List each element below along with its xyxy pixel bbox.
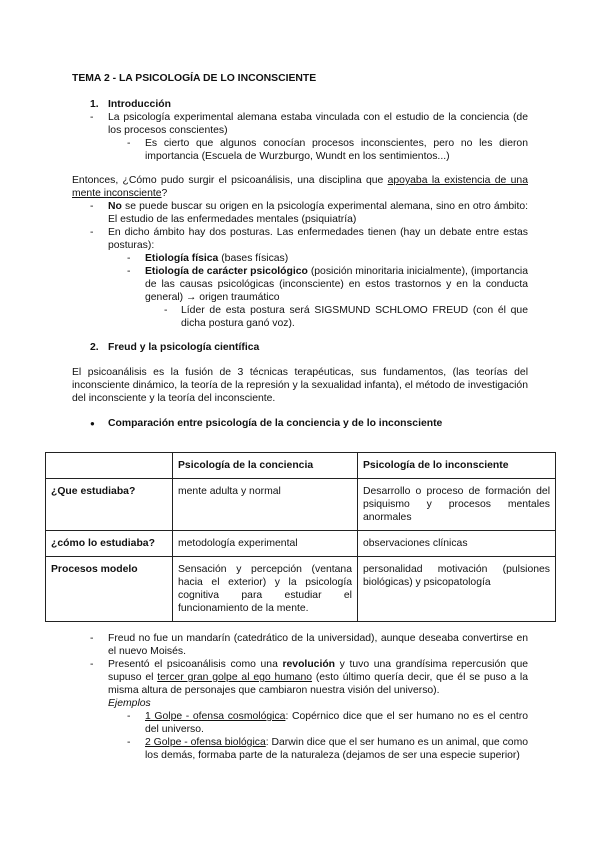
table-header-row [46, 453, 556, 479]
dash: - [90, 633, 94, 644]
bold-text: Etiología física [145, 253, 219, 264]
table-cell: metodología experimental [173, 531, 358, 557]
text: (bases físicas) [218, 253, 289, 264]
examples-label: Ejemplos [108, 698, 151, 709]
paragraph [145, 710, 528, 736]
table-row [46, 531, 556, 557]
question-paragraph [72, 174, 528, 200]
section-heading: Introducción [108, 99, 171, 110]
dash: - [127, 737, 131, 748]
bold-text: No [108, 201, 122, 212]
dash: - [90, 201, 94, 212]
paragraph: El psicoanálisis es la fusión de 3 técnicas terapéuticas, sus fundamentos, (las teorías del inconsciente dinámico, la teoría de la represión y la sexualidad infanta), el método de investigación del inconsciente y la teoría del inconsciente. [72, 367, 528, 404]
table-row [46, 479, 556, 531]
row-label: ¿cómo lo estudiaba? [46, 531, 173, 557]
bold-text: Etiología de carácter psicológico [145, 266, 308, 277]
table-header-cell [46, 453, 173, 479]
table-row [46, 557, 556, 622]
text: Presentó el psicoanálisis como una [108, 659, 283, 670]
paragraph [108, 658, 528, 697]
section-number: 1. [90, 99, 99, 110]
dash: - [127, 138, 131, 149]
table-cell: Sensación y percepción (ventana hacia el exterior) y la psicología cognitiva para estudiar el funcionamiento de la mente. [173, 557, 358, 622]
paragraph: En dicho ámbito hay dos posturas. Las enfermedades tienen (hay un debate entre estas posturas): [108, 227, 528, 251]
text: se puede buscar su origen en la psicología experimental alemana, sino en otro ámbito: El estudio de las enfermedades mentales (psiquiatría) [108, 201, 528, 225]
dash: - [90, 659, 94, 670]
text: ? [161, 188, 168, 199]
row-label: ¿Que estudiaba? [46, 479, 173, 531]
paragraph [145, 265, 528, 304]
comparison-table [45, 452, 556, 622]
table-cell: Desarrollo o proceso de formación del psiquismo y procesos mentales anormales [358, 479, 556, 531]
table-header-cell: Psicología de lo inconsciente [358, 453, 556, 479]
section-heading: Freud y la psicología científica [108, 342, 260, 353]
text: Entonces, ¿Cómo pudo surgir el psicoanálisis, una disciplina que [72, 175, 388, 186]
section-number: 2. [90, 342, 99, 353]
underlined-text: tercer gran golpe al ego humano [157, 672, 313, 683]
row-label: Procesos modelo [46, 557, 173, 622]
underlined-text: 2 Golpe - ofensa biológica [145, 737, 266, 748]
dash: - [90, 112, 94, 123]
dash: - [164, 305, 168, 316]
bullet-heading: Comparación entre psicología de la conciencia y de lo inconsciente [108, 418, 443, 429]
bullet-icon: ● [90, 419, 95, 428]
paragraph: La psicología experimental alemana estaba vinculada con el estudio de la conciencia (de los procesos conscientes) [108, 112, 528, 136]
paragraph: Es cierto que algunos conocían procesos inconscientes, pero no les dieron importancia (Escuela de Wurzburgo, Wundt en los sentimientos...) [145, 138, 528, 162]
text: : Copérnico dice que el ser humano no es el centro del universo. [145, 711, 528, 735]
underlined-text: 1 Golpe - ofensa cosmológica [145, 711, 286, 722]
table-cell: personalidad motivación (pulsiones biológicas) y psicopatología [358, 557, 556, 622]
dash: - [127, 266, 131, 277]
paragraph: Líder de esta postura será SIGSMUND SCHLOMO FREUD (con él que dicha postura ganó voz). [181, 305, 528, 329]
dash: - [127, 711, 131, 722]
table-cell: mente adulta y normal [173, 479, 358, 531]
text: (posición minoritaria inicialmente), (importancia de las causas psicológicas (inconsciente) en estos trastornos y en la conducta general) → origen traumático [145, 266, 529, 303]
paragraph: Freud no fue un mandarín (catedrático de la universidad), aunque deseaba convertirse en el nuevo Moisés. [108, 633, 528, 657]
document-title: TEMA 2 - LA PSICOLOGÍA DE LO INCONSCIENTE [72, 73, 317, 84]
text: (esto último quería decir, que él se puso a la misma altura de personajes que cambiaron nuestra visión del universo). [108, 672, 529, 696]
text: : Darwin dice que el ser humano es un animal, que como los demás, formaba parte de la naturaleza (dejamos de ser una especie superior) [145, 737, 529, 761]
paragraph [145, 736, 528, 762]
bold-text: revolución [282, 659, 336, 670]
dash: - [127, 253, 131, 264]
paragraph [145, 252, 528, 265]
table-cell: observaciones clínicas [358, 531, 556, 557]
underlined-text: apoyaba la existencia de una mente inconsciente [72, 175, 528, 199]
text: y tuvo una grandísima repercusión que supuso el [108, 659, 529, 683]
table-header-cell: Psicología de la conciencia [173, 453, 358, 479]
paragraph [108, 200, 528, 226]
dash: - [90, 227, 94, 238]
